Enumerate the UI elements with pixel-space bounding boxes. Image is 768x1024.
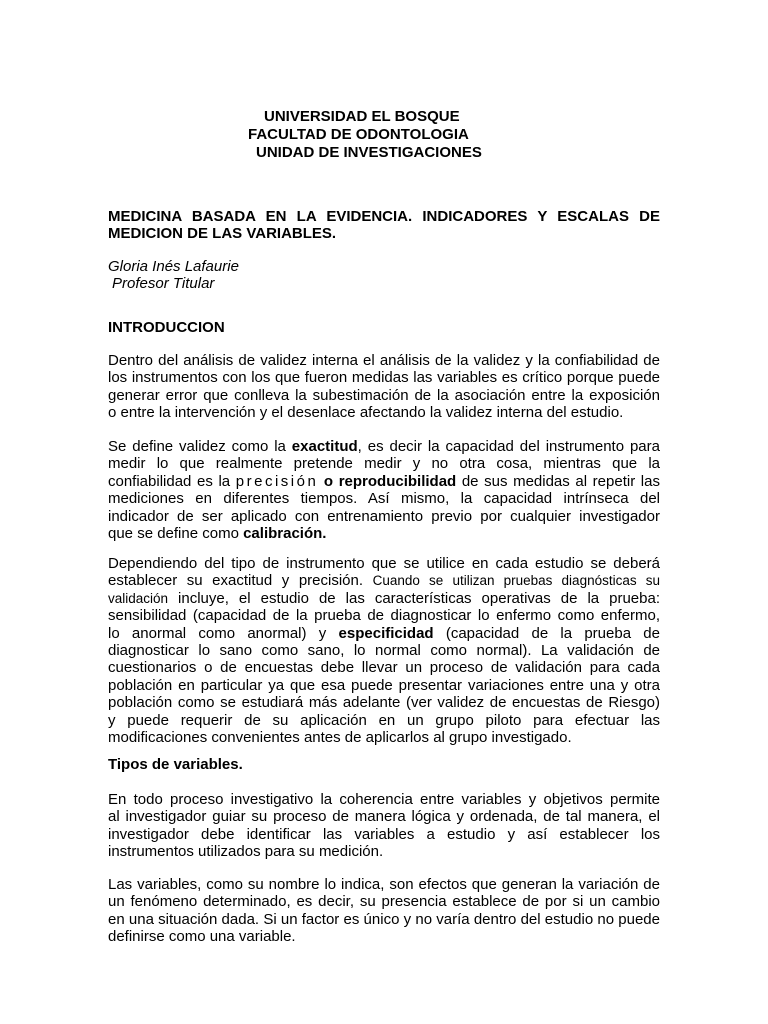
text-line: modificaciones convenientes antes de aplicarlos al grupo investigado. [108, 729, 572, 747]
text-run: Cuando se utilizan pruebas diagnósticas su [372, 573, 661, 589]
term-especificidad: especificidad [338, 624, 434, 642]
author-name: Gloria Inés Lafaurie [108, 258, 239, 275]
paragraph-3 [108, 555, 660, 746]
text-line: Dentro del análisis de validez interna el análisis de la validez y la confiabilidad de [108, 352, 660, 369]
text-run: Se define validez como la [108, 438, 292, 455]
text-run: validación [108, 590, 169, 606]
text-line [108, 473, 660, 490]
document-title [108, 208, 660, 243]
unit-name: UNIDAD DE INVESTIGACIONES [256, 144, 482, 161]
text-line: diagnosticar lo sano como sano, lo normal como normal). La validación de [108, 642, 660, 660]
text-line: instrumentos utilizados para su medición. [108, 843, 384, 861]
paragraph-1 [108, 352, 660, 422]
text-line: o entre la intervención y el desenlace afectando la validez interna del estudio. [108, 404, 624, 422]
text-line: mediciones en diferentes tiempos. Así mismo, la capacidad intrínseca del [108, 490, 660, 508]
text-line [108, 625, 660, 642]
text-run: incluye, el estudio de las características operativas de la prueba: [168, 589, 660, 607]
section-heading-introduccion: INTRODUCCION [108, 319, 225, 336]
faculty-name: FACULTAD DE ODONTOLOGIA [248, 126, 469, 143]
author-role: Profesor Titular [112, 275, 215, 293]
text-line [108, 438, 660, 455]
text-run: confiabilidad es la [108, 472, 236, 490]
term-reproducibilidad: o reproducibilidad [318, 472, 457, 490]
text-line: definirse como una variable. [108, 928, 296, 946]
text-run: que se define como [108, 525, 244, 543]
text-run: (capacidad de la prueba de [433, 624, 660, 642]
text-line: sensibilidad (capacidad de la prueba de diagnosticar lo enfermo como enfermo, [108, 607, 660, 625]
text-line: un fenómeno determinado, es decir, su presencia establece de por si un cambio [108, 893, 660, 911]
text-line: los instrumentos con los que fueron medidas las variables es crítico porque puede [108, 369, 660, 387]
text-run: lo anormal como anormal) y [108, 624, 339, 642]
text-line [108, 572, 660, 589]
text-line: Las variables, como su nombre lo indica, son efectos que generan la variación de [108, 876, 660, 893]
author-block [108, 258, 660, 293]
university-name: UNIVERSIDAD EL BOSQUE [264, 108, 460, 125]
institution-header [0, 108, 768, 162]
text-line [108, 525, 660, 542]
title-line-1: MEDICINA BASADA EN LA EVIDENCIA. INDICADORES Y ESCALAS DE [108, 208, 660, 225]
text-line: cuestionarios o de encuestas debe llevar un proceso de validación para cada [108, 659, 660, 677]
section-heading-tipos: Tipos de variables. [108, 756, 243, 773]
text-line: medir lo que realmente pretende medir y no otra cosa, mientras que la [108, 455, 660, 473]
text-line: Dependiendo del tipo de instrumento que se utilice en cada estudio se deberá [108, 555, 660, 572]
term-precision: precisión [235, 472, 319, 490]
term-calibracion: calibración. [243, 525, 327, 543]
text-line: investigador debe identificar las variables a estudio y así establecer los [108, 825, 660, 843]
text-run: , es decir la capacidad del instrumento para [357, 438, 660, 455]
text-line: al investigador guiar su proceso de manera lógica y ordenada, de tal manera, el [108, 808, 660, 826]
text-run: establecer su exactitud y precisión. [108, 572, 373, 590]
text-line: población en particular ya que esa puede presentar variaciones entre una y otra [108, 676, 660, 694]
paragraph-5 [108, 876, 660, 946]
text-line: población como se estudiará más adelante (ver validez de encuestas de Riesgo) [108, 694, 660, 712]
text-line: y puede requerir de su aplicación en un grupo piloto para efectuar las [108, 711, 660, 729]
text-line [108, 590, 660, 607]
text-line: En todo proceso investigativo la coherencia entre variables y objetivos permite [108, 791, 660, 808]
text-run: de sus medidas al repetir las [456, 472, 660, 490]
text-line: en una situación dada. Si un factor es único y no varía dentro del estudio no puede [108, 910, 660, 928]
title-line-2: MEDICION DE LAS VARIABLES. [108, 225, 337, 243]
text-line: indicador de ser aplicado con entrenamiento previo por cualquier investigador [108, 507, 660, 525]
text-line: generar error que conlleva la subestimación de la asociación entre la exposición [108, 386, 660, 404]
paragraph-4 [108, 791, 660, 861]
paragraph-2 [108, 438, 660, 542]
term-exactitud: exactitud [291, 438, 358, 455]
